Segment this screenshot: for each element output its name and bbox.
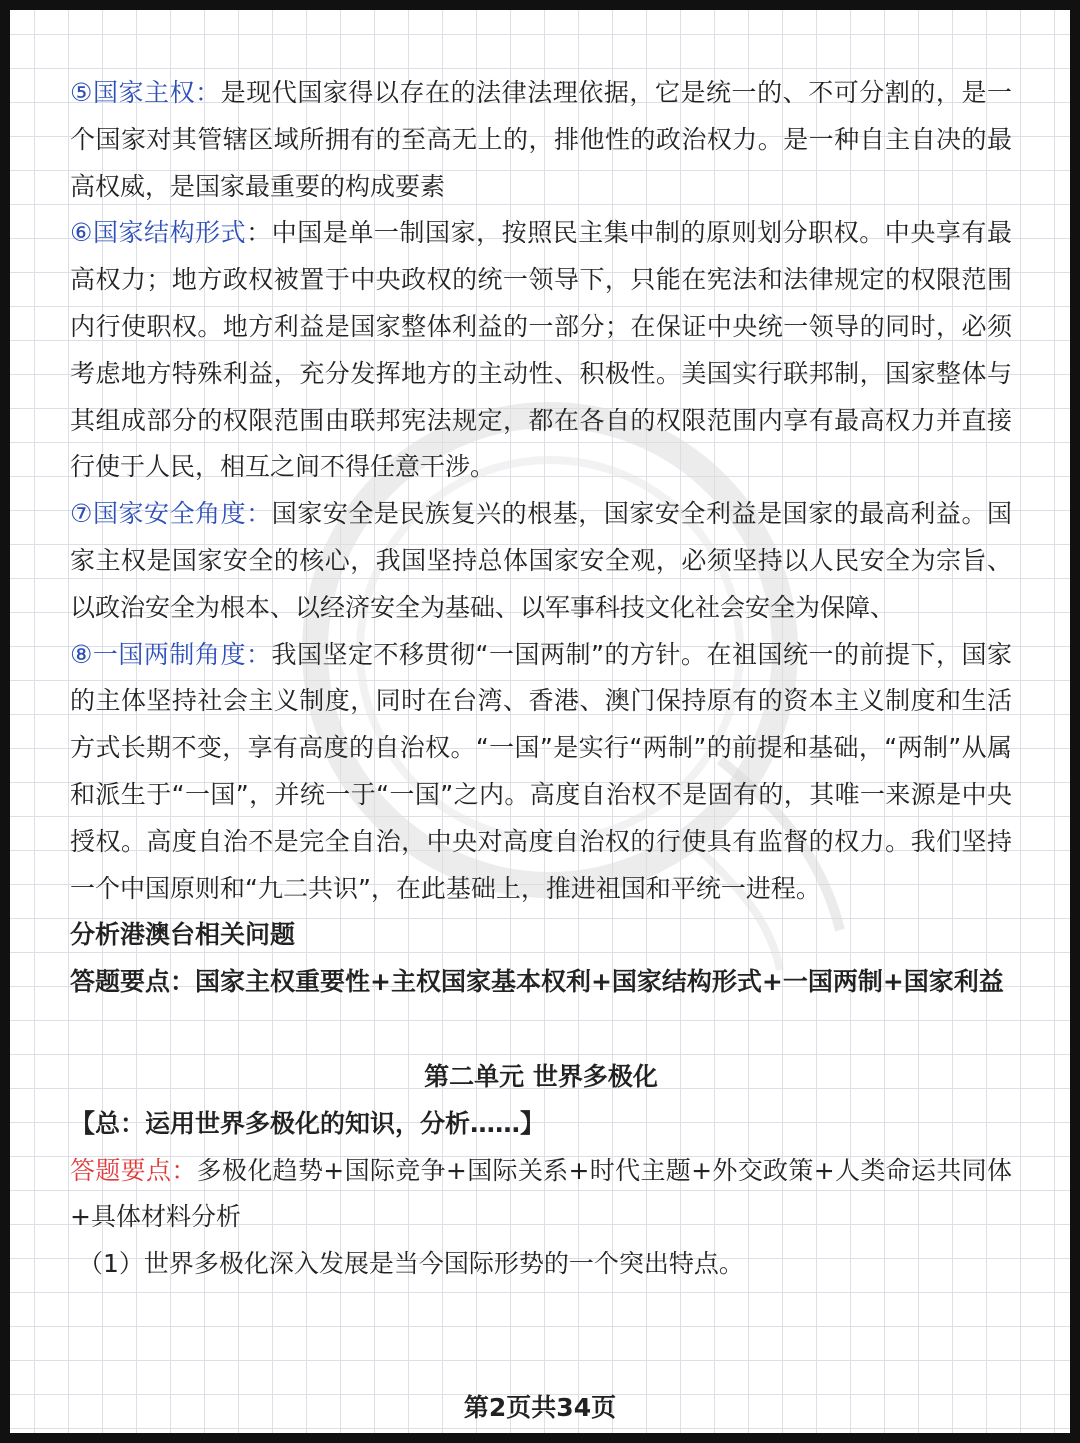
unit-2-points-label: 答题要点： [70, 1155, 197, 1185]
section-8 [70, 632, 1012, 913]
section-7-text: 国家安全是民族复兴的根基，国家安全利益是国家的最高利益。国家主权是国家安全的核心，我国坚持总体国家安全观，必须坚持以人民安全为宗旨、以政治安全为根本、以经济安全为基础、以军事科技文化社会安全为保障、 [70, 499, 1012, 622]
term-one-country-two-systems: ⑧一国两制角度： [70, 639, 272, 669]
unit-2-summary: 【总：运用世界多极化的知识，分析……】 [70, 1108, 546, 1138]
unit-2-title: 第二单元 世界多极化 [424, 1061, 658, 1091]
section-6 [70, 210, 1012, 491]
analysis-points: 答题要点：国家主权重要性+主权国家基本权利+国家结构形式+一国两制+国家利益 [70, 967, 1004, 997]
unit-2-item-1: （1）世界多极化深入发展是当今国际形势的一个突出特点。 [78, 1249, 744, 1279]
unit-2-points [70, 1148, 1012, 1242]
analysis-heading: 分析港澳台相关问题 [70, 920, 296, 950]
unit-2-points-text: 多极化趋势+国际竞争+国际关系+时代主题+外交政策+人类命运共同体+具体材料分析 [70, 1155, 1012, 1232]
section-7 [70, 491, 1012, 631]
term-national-security: ⑦国家安全角度： [70, 499, 272, 529]
page-number: 第2页共34页 [463, 1393, 617, 1422]
document-body [70, 70, 1012, 1288]
section-5 [70, 70, 1012, 210]
term-state-structure: ⑥国家结构形式 [70, 218, 247, 248]
section-8-text: 我国坚定不移贯彻“一国两制”的方针。在祖国统一的前提下，国家的主体坚持社会主义制度，同时在台湾、香港、澳门保持原有的资本主义制度和生活方式长期不变，享有高度的自治权。“一国”是实行“两制”的前提和基础，“两制”从属和派生于“一国”，并统一于“一国”之内。高度自治权不是固有的，其唯一来源是中央授权。高度自治不是完全自治，中央对高度自治权的行使具有监督的权力。我们坚持一个中国原则和“九二共识”，在此基础上，推进祖国和平统一进程。 [70, 639, 1012, 903]
term-national-sovereignty: ⑤国家主权： [70, 78, 221, 107]
section-5-text: 是现代国家得以存在的法律法理依据，它是统一的、不可分割的，是一个国家对其管辖区域所拥有的至高无上的，排他性的政治权力。是一种自主自决的最高权威，是国家最重要的构成要素 [70, 78, 1012, 201]
section-6-text: ：中国是单一制国家，按照民主集中制的原则划分职权。中央享有最高权力；地方政权被置于中央政权的统一领导下，只能在宪法和法律规定的权限范围内行使职权。地方利益是国家整体利益的一部分；在保证中央统一领导的同时，必须考虑地方特殊利益，充分发挥地方的主动性、积极性。美国实行联邦制，国家整体与其组成部分的权限范围由联邦宪法规定，都在各自的权限范围内享有最高权力并直接行使于人民，相互之间不得任意干涉。 [70, 218, 1012, 482]
